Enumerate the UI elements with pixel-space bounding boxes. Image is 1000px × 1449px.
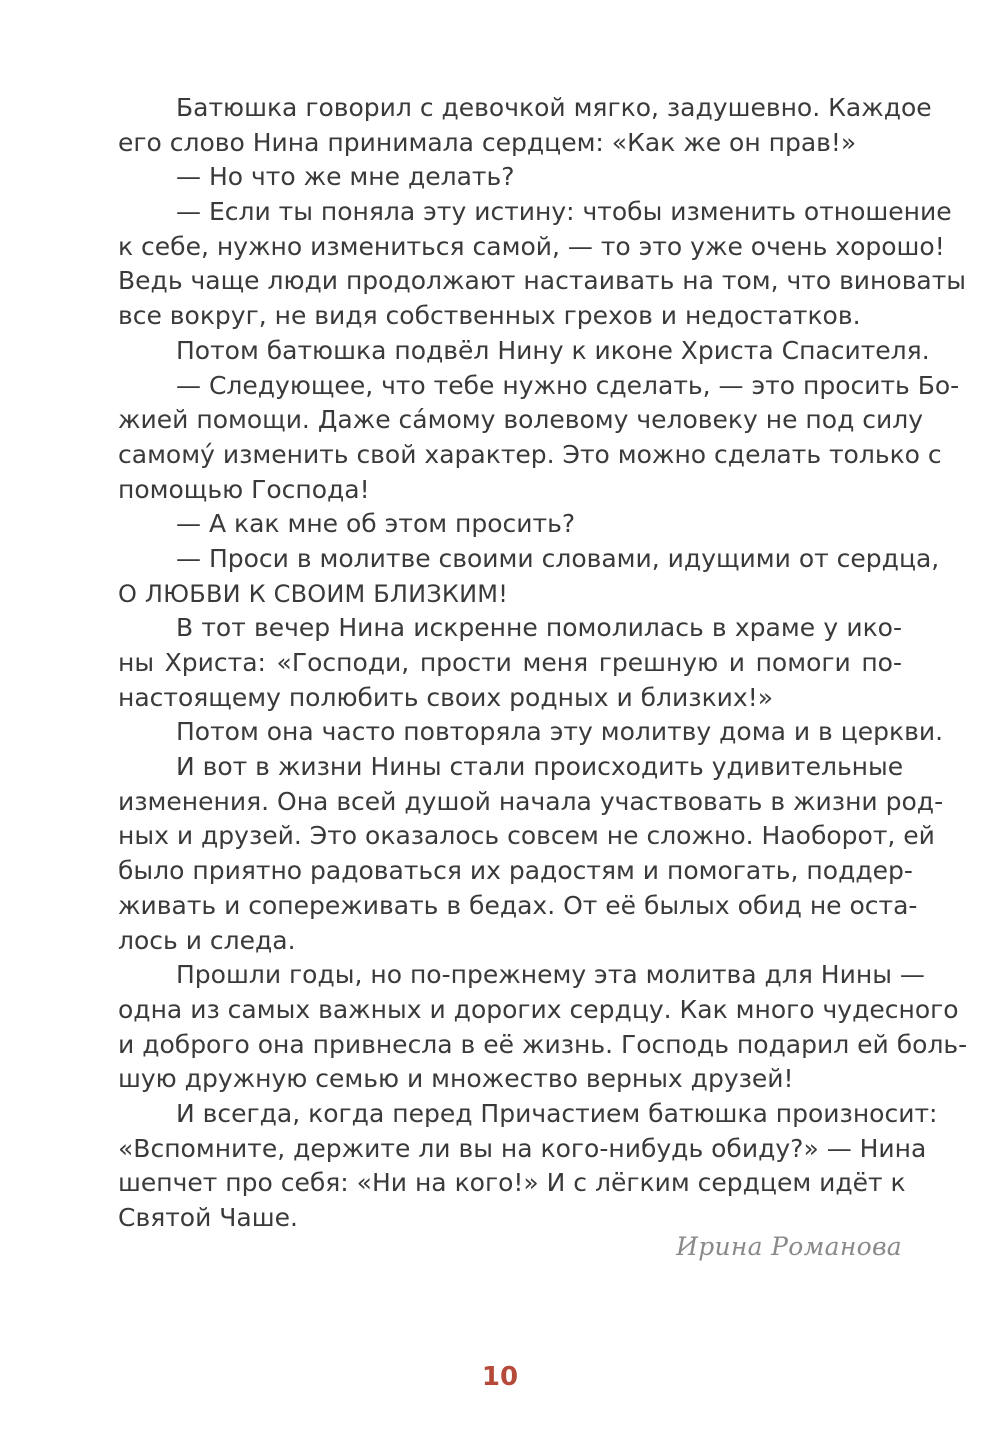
text-line: жией помощи. Даже сáмому волевому человеку не под силу	[118, 405, 924, 435]
text-line: живать и сопереживать в бедах. От её былых обид не оста-	[118, 890, 918, 920]
text-line: самомý изменить свой характер. Это можно сделать только с	[118, 439, 942, 469]
text-line: шую дружную семью и множество верных друзей!	[118, 1064, 794, 1094]
text-line: Батюшка говорил с девочкой мягко, задушевно. Каждое	[176, 93, 932, 122]
text-line: — Проси в молитве своими словами, идущими от сердца,	[176, 543, 940, 573]
text-line: помощью Господа!	[118, 474, 370, 504]
text-line: Прошли годы, но по-прежнему эта молитва для Нины —	[176, 960, 925, 990]
text-line: «Вспомните, держите ли вы на кого-нибудь обиду?» — Нина	[118, 1133, 927, 1163]
text-line: И всегда, когда перед Причастием батюшка произносит:	[176, 1098, 938, 1128]
page-number: 10	[481, 1362, 519, 1392]
text-line: его слово Нина принимала сердцем: «Как же он прав!»	[118, 127, 857, 157]
text-line: все вокруг, не видя собственных грехов и недостатков.	[118, 301, 861, 331]
text-line: изменения. Она всей душой начала участвовать в жизни род-	[118, 786, 944, 816]
text-line: О ЛЮБВИ К СВОИМ БЛИЗКИМ!	[118, 579, 509, 608]
text-line: настоящему полюбить своих родных и близких!»	[118, 682, 774, 712]
text-line: — Следующее, что тебе нужно сделать, — это просить Бо-	[176, 370, 960, 400]
text-line: Потом она часто повторяла эту молитву дома и в церкви.	[176, 717, 944, 747]
text-line: и доброго она привнесла в её жизнь. Господь подарил ей боль-	[118, 1029, 968, 1059]
text-line: было приятно радоваться их радостям и помогать, поддер-	[118, 856, 913, 886]
text-line: лось и следа.	[118, 925, 296, 955]
text-line: Ведь чаще люди продолжают настаивать на том, что виноваты	[118, 266, 967, 296]
text-line: ных и друзей. Это оказалось совсем не сложно. Наоборот, ей	[118, 821, 935, 851]
text-line: одна из самых важных и дорогих сердцу. Как много чудесного	[118, 994, 959, 1024]
text-line: В тот вечер Нина искренне помолилась в храме у ико-	[176, 613, 902, 643]
author-signature: Ирина Романова	[676, 1232, 902, 1261]
text-line: шепчет про себя: «Ни на кого!» И с лёгким сердцем идёт к	[118, 1168, 906, 1198]
text-line: Потом батюшка подвёл Нину к иконе Христа Спасителя.	[176, 335, 930, 365]
text-line: — А как мне об этом просить?	[176, 509, 576, 539]
text-line: — Если ты поняла эту истину: чтобы изменить отношение	[176, 197, 952, 227]
text-line: ны Христа: «Господи, прости меня грешную и помоги по-	[118, 648, 902, 677]
text-line: Святой Чаше.	[118, 1203, 298, 1232]
text-line: И вот в жизни Нины стали происходить удивительные	[176, 752, 904, 782]
text-line: к себе, нужно измениться самой, — то это уже очень хорошо!	[118, 231, 945, 261]
page-text	[118, 91, 968, 1236]
text-line: — Но что же мне делать?	[176, 162, 515, 192]
